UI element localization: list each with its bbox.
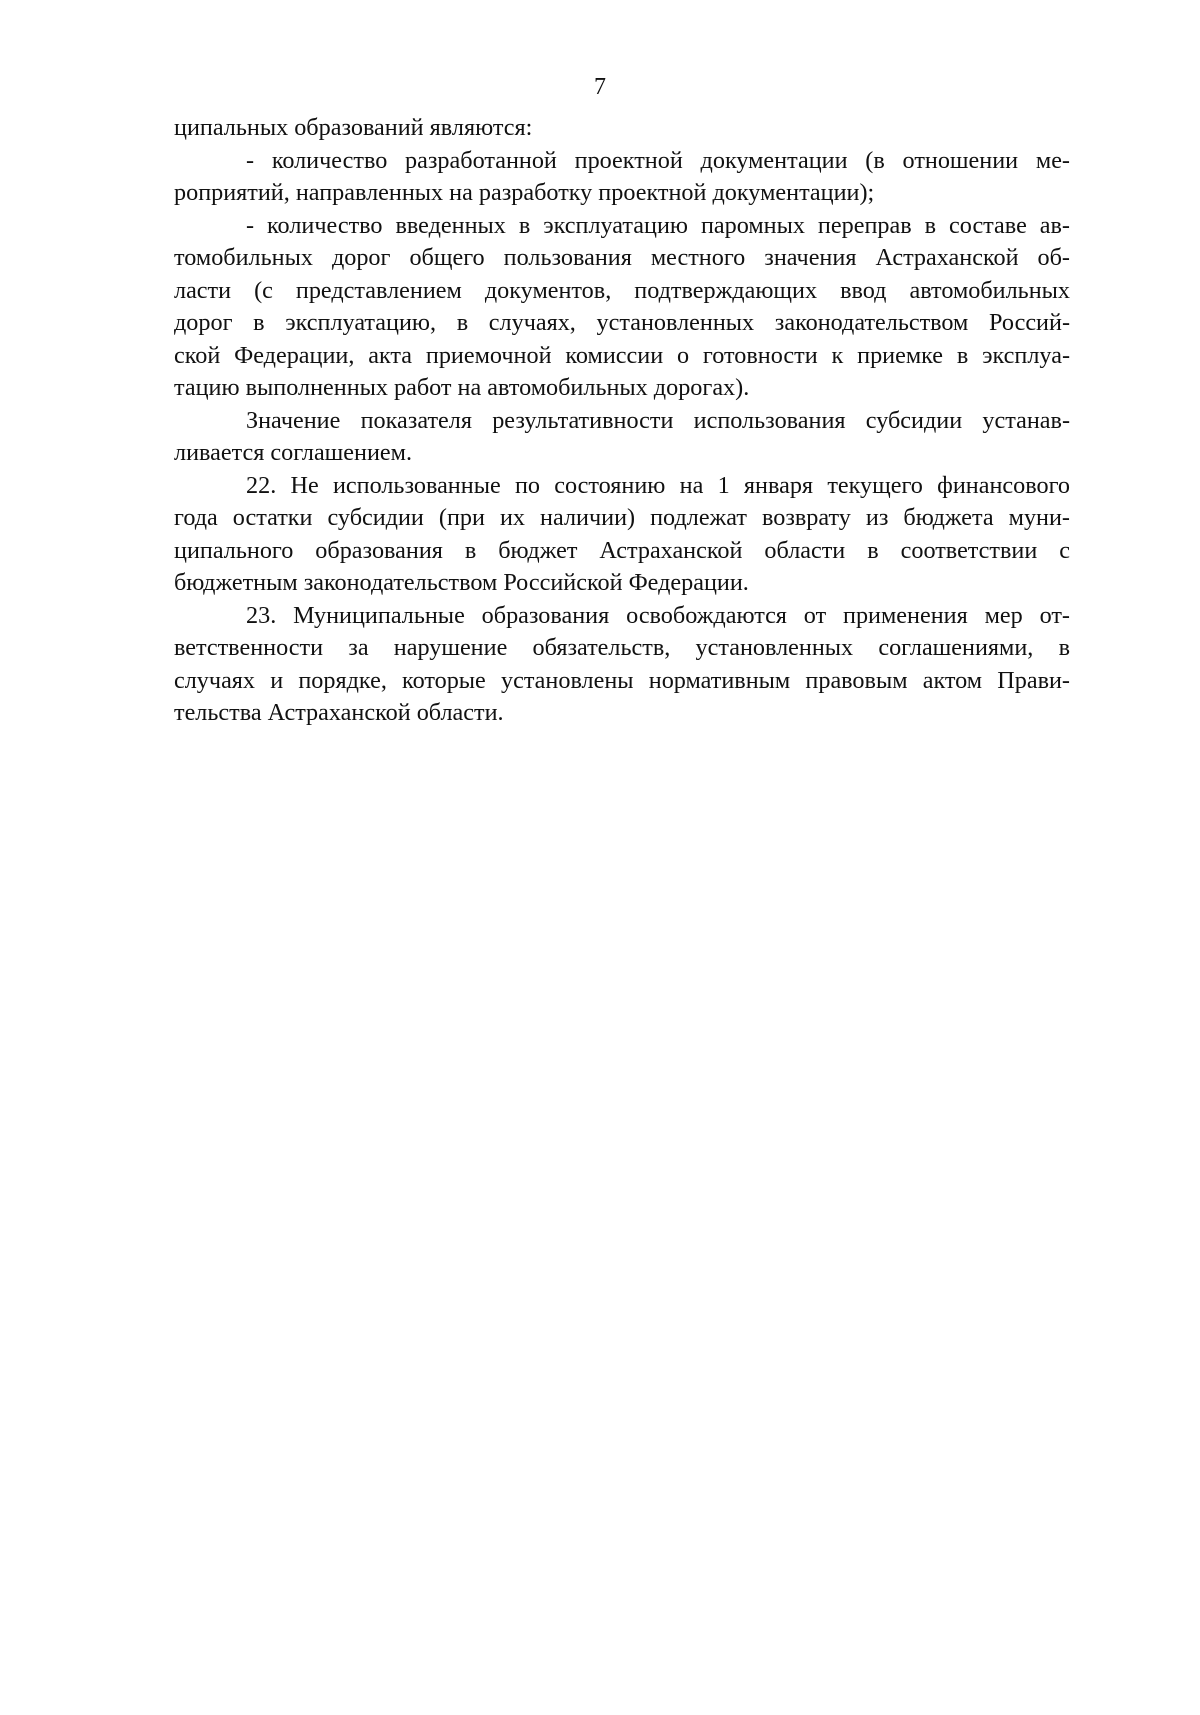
paragraph-line: ливается соглашением. [174,439,413,466]
page-number: 7 [594,74,606,100]
paragraph-line: томобильных дорог общего пользования местного значения Астраханской об- [174,244,1070,271]
paragraph-line: 22. Не использованные по состоянию на 1 января текущего финансового [246,471,1070,499]
paragraph-line: роприятий, направленных на разработку проектной документации); [174,179,875,206]
paragraph-line: ципального образования в бюджет Астраханской области в соответствии с [174,536,1070,564]
paragraph-line: - количество разработанной проектной документации (в отношении ме- [246,146,1070,174]
paragraph-line: года остатки субсидии (при их наличии) подлежат возврату из бюджета муни- [174,504,1070,531]
paragraph-line: Значение показателя результативности использования субсидии устанав- [246,406,1070,434]
paragraph-line: 23. Муниципальные образования освобождаются от применения мер от- [246,601,1070,629]
paragraph-line: - количество введенных в эксплуатацию паромных переправ в составе ав- [246,211,1070,239]
paragraph-line: ципальных образований являются: [174,114,533,141]
paragraph-line: тельства Астраханской области. [174,699,504,726]
paragraph-line: ласти (с представлением документов, подтверждающих ввод автомобильных [174,276,1070,304]
paragraph-line: тацию выполненных работ на автомобильных дорогах). [174,374,750,401]
paragraph-line: дорог в эксплуатацию, в случаях, установленных законодательством Россий- [174,309,1070,336]
paragraph-line: бюджетным законодательством Российской Федерации. [174,569,749,596]
paragraph-line: случаях и порядке, которые установлены нормативным правовым актом Прави- [174,666,1070,694]
paragraph-line: ской Федерации, акта приемочной комиссии о готовности к приемке в эксплуа- [174,341,1070,369]
paragraph-line: ветственности за нарушение обязательств, установленных соглашениями, в [174,634,1070,661]
document-body [174,112,1070,730]
